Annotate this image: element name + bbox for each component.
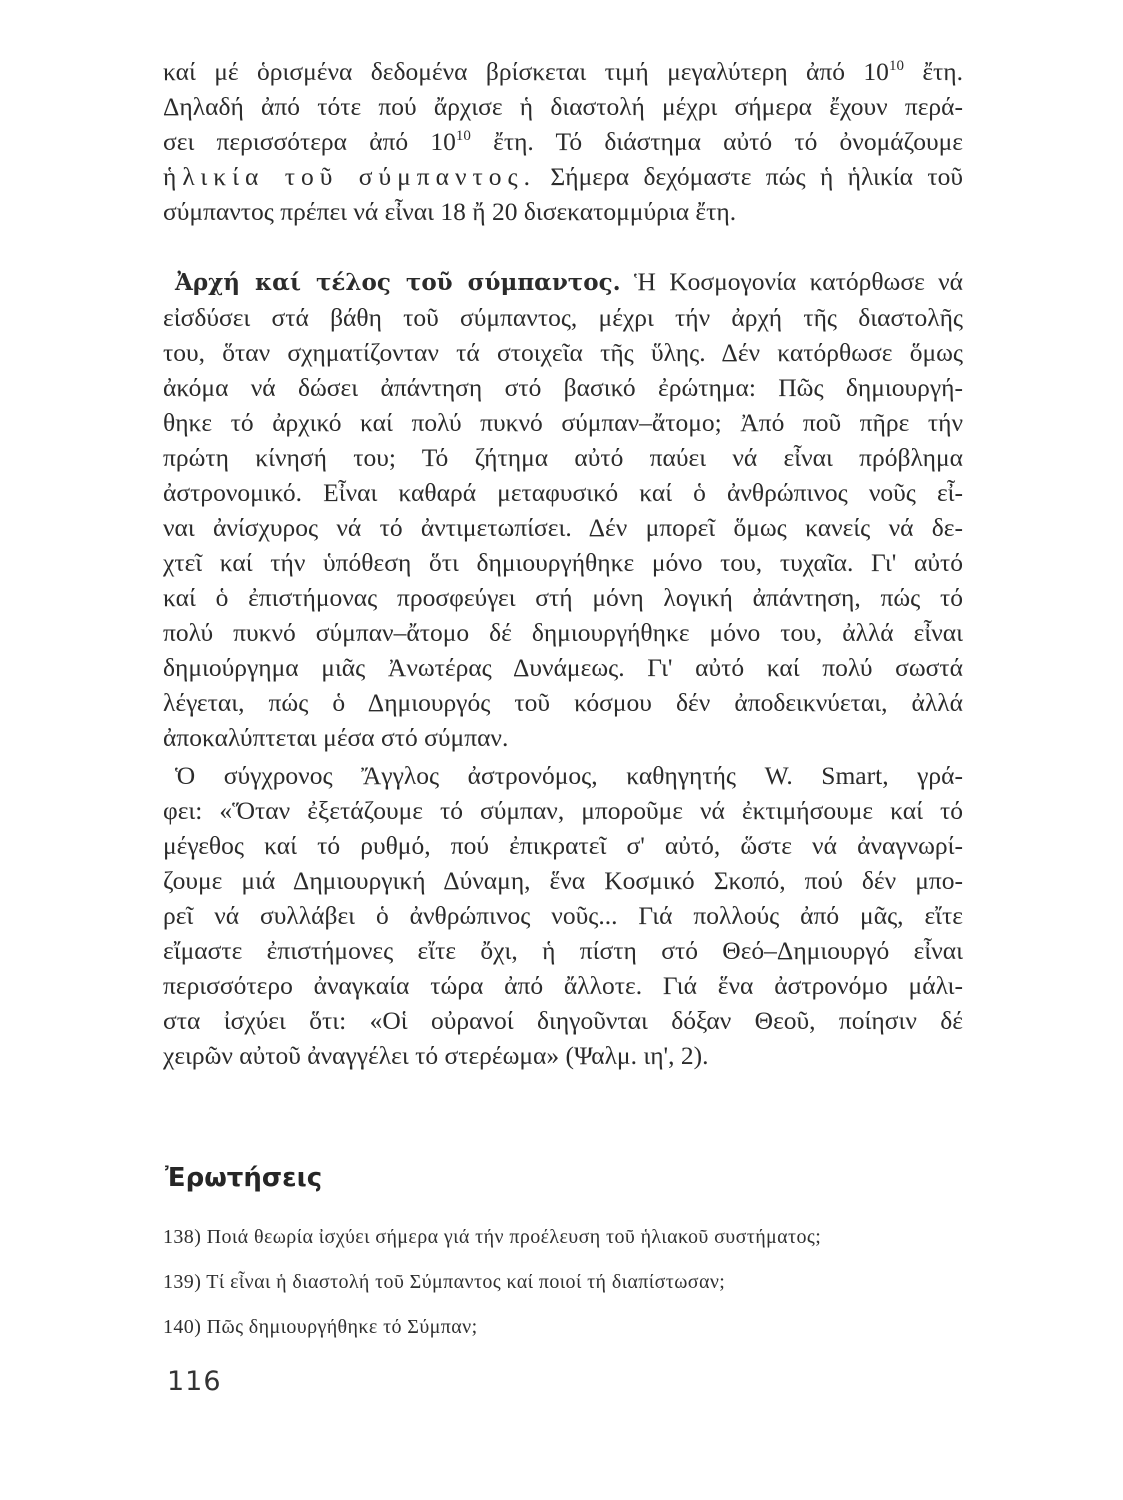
- text-line: ζουμε μιά Δημιουργική Δύναμη, ἕνα Κοσμικό Σκοπό, πού δέν μπο-: [163, 866, 963, 895]
- text-line: καί ὁ ἐπιστήμονας προσφεύγει στή μόνη λογική ἀπάντηση, πώς τό: [163, 583, 963, 612]
- text-line: πολύ πυκνό σύμπαν–ἄτομο δέ δημιουργήθηκε μόνο του, ἀλλά εἶναι: [163, 618, 963, 647]
- text-line: ἡλικία τοῦ σύμπαντος. Σήμερα δεχόμαστε πώς ἡ ἡλικία τοῦ: [163, 162, 963, 191]
- text-line: ἀκόμα νά δώσει ἀπάντηση στό βασικό ἐρώτημα: Πῶς δημιουργή-: [163, 373, 963, 402]
- paragraph-age-of-universe: [163, 54, 963, 229]
- text-line: θηκε τό ἀρχικό καί πολύ πυκνό σύμπαν–ἄτομο; Ἀπό ποῦ πῆρε τήν: [163, 408, 963, 437]
- text-line: ἀστρονομικό. Εἶναι καθαρά μεταφυσικό καί ὁ ἀνθρώπινος νοῦς εἶ-: [163, 478, 963, 507]
- text-line: Ὁ σύγχρονος Ἄγγλος ἀστρονόμος, καθηγητής W. Smart, γρά-: [175, 761, 963, 790]
- text-line: Ἀρχή καί τέλος τοῦ σύμπαντος. Ἡ Κοσμογονία κατόρθωσε νά: [175, 267, 963, 296]
- text-line: σύμπαντος πρέπει νά εἶναι 18 ἤ 20 δισεκατομμύρια ἔτη.: [163, 197, 737, 226]
- text-line: χειρῶν αὐτοῦ ἀναγγέλει τό στερέωμα» (Ψαλμ. ιη', 2).: [163, 1041, 709, 1070]
- text-line: Δηλαδή ἀπό τότε πού ἄρχισε ἡ διαστολή μέχρι σήμερα ἔχουν περά-: [163, 92, 963, 121]
- text-line: ρεῖ νά συλλάβει ὁ ἀνθρώπινος νοῦς... Γιά πολλούς ἀπό μᾶς, εἴτε: [163, 901, 963, 930]
- text-line: περισσότερο ἀναγκαία τώρα ἀπό ἄλλοτε. Γιά ἕνα ἀστρονόμο μάλι-: [163, 971, 963, 1000]
- paragraph-beginning-and-end: [163, 264, 963, 755]
- question-item: 139) Τί εἶναι ἡ διαστολή τοῦ Σύμπαντος καί ποιοί τή διαπίστωσαν;: [163, 1271, 726, 1293]
- text-line: εἴμαστε ἐπιστήμονες εἴτε ὄχι, ἡ πίστη στό Θεό–Δημιουργό εἶναι: [163, 936, 963, 965]
- text-line: πρώτη κίνησή του; Τό ζήτημα αὐτό παύει νά εἶναι πρόβλημα: [163, 443, 963, 472]
- questions-heading: Ἐρωτήσεις: [165, 1163, 323, 1193]
- text-line: λέγεται, πώς ὁ Δημιουργός τοῦ κόσμου δέν ἀποδεικνύεται, ἀλλά: [163, 688, 963, 717]
- text-line: ναι ἀνίσχυρος νά τό ἀντιμετωπίσει. Δέν μπορεῖ ὅμως κανείς νά δε-: [163, 513, 963, 542]
- text-line: χτεῖ καί τήν ὑπόθεση ὅτι δημιουργήθηκε μόνο του, τυχαῖα. Γι' αὐτό: [163, 548, 963, 577]
- text-line: εἰσδύσει στά βάθη τοῦ σύμπαντος, μέχρι τήν ἀρχή τῆς διαστολῆς: [163, 303, 963, 332]
- text-line: φει: «Ὅταν ἐξετάζουμε τό σύμπαν, μποροῦμε νά ἐκτιμήσουμε καί τό: [163, 796, 963, 825]
- question-item: 140) Πῶς δημιουργήθηκε τό Σύμπαν;: [163, 1316, 478, 1338]
- text-line: ἀποκαλύπτεται μέσα στό σύμπαν.: [163, 723, 509, 752]
- paragraph-smart-quote: [163, 758, 963, 1073]
- text-line: του, ὅταν σχηματίζονταν τά στοιχεῖα τῆς ὕλης. Δέν κατόρθωσε ὅμως: [163, 338, 963, 367]
- emphasized-term: ἡλικία τοῦ σύμπαντος.: [163, 162, 537, 191]
- text-line: στα ἰσχύει ὅτι: «Οἱ οὐρανοί διηγοῦνται δόξαν Θεοῦ, ποίησιν δέ: [163, 1006, 963, 1035]
- inline-heading: Ἀρχή καί τέλος τοῦ σύμπαντος.: [175, 269, 621, 296]
- text-line: σει περισσότερα ἀπό $10^{10}$ ἔτη. Τό διάστημα αὐτό τό ὀνομάζουμε: [163, 127, 963, 156]
- page-number: 116: [167, 1366, 222, 1397]
- question-item: 138) Ποιά θεωρία ἰσχύει σήμερα γιά τήν προέλευση τοῦ ἡλιακοῦ συστήματος;: [163, 1226, 822, 1248]
- text-line: καί μέ ὁρισμένα δεδομένα βρίσκεται τιμή μεγαλύτερη ἀπό $10^{10}$ ἔτη.: [163, 57, 963, 86]
- text-line: δημιούργημα μιᾶς Ἀνωτέρας Δυνάμεως. Γι' αὐτό καί πολύ σωστά: [163, 653, 963, 682]
- text-line: μέγεθος καί τό ρυθμό, πού ἐπικρατεῖ σ' αὐτό, ὥστε νά ἀναγνωρί-: [163, 831, 963, 860]
